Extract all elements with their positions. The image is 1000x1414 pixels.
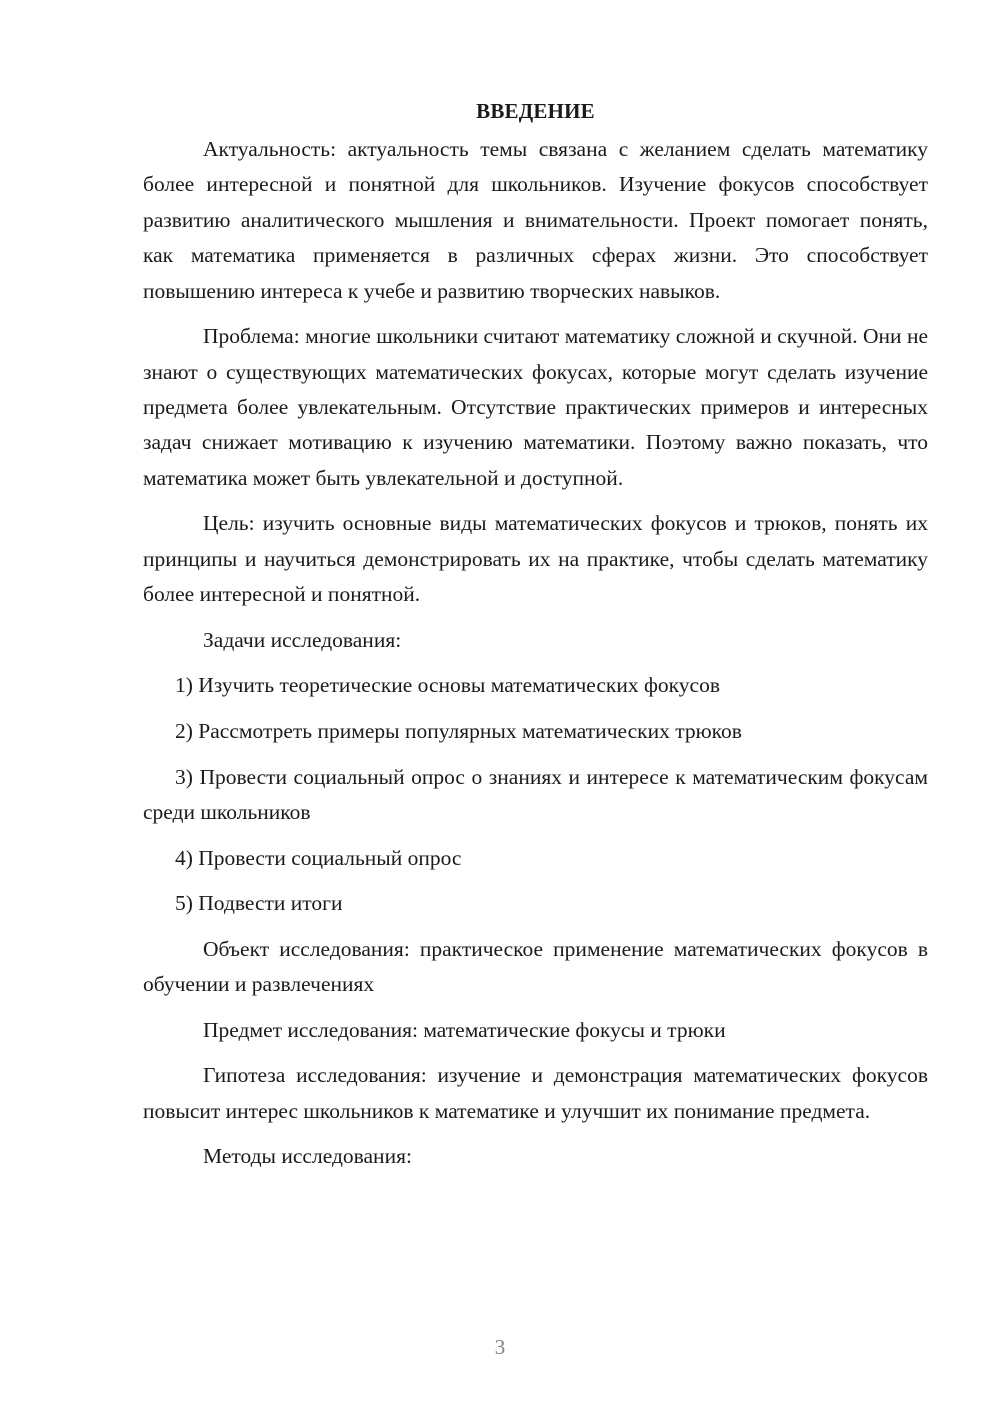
- relevance-paragraph: Актуальность: актуальность темы связана с желанием сделать математику более интересной и понятной для школьников. Изучение фокусов способствует развитию аналитического мышления и внимательности. Проект помогает понять, как математика применяется в различных сферах жизни. Это способствует повышению интереса к учебе и развитию творческих навыков.: [143, 137, 928, 303]
- task-item-3: 3) Провести социальный опрос о знаниях и интересе к математическим фокусам среди школьников: [143, 764, 928, 825]
- tasks-heading: Задачи исследования:: [203, 627, 402, 652]
- page-content: [143, 96, 928, 1175]
- goal-paragraph: Цель: изучить основные виды математических фокусов и трюков, понять их принципы и научиться демонстрировать их на практике, чтобы сделать математику более интересной и понятной.: [143, 511, 928, 607]
- section-heading: ВВЕДЕНИЕ: [476, 99, 595, 123]
- task-item-4: 4) Провести социальный опрос: [175, 845, 462, 870]
- page-number: 3: [494, 1335, 506, 1359]
- hypothesis-paragraph: Гипотеза исследования: изучение и демонстрация математических фокусов повысит интерес школьников к математике и улучшит их понимание предмета.: [143, 1063, 928, 1123]
- task-item-2: 2) Рассмотреть примеры популярных математических трюков: [175, 719, 742, 744]
- methods-heading: Методы исследования:: [203, 1144, 412, 1169]
- task-item-5: 5) Подвести итоги: [175, 891, 343, 916]
- object-paragraph: Объект исследования: практическое применение математических фокусов в обучении и развлечениях: [143, 936, 928, 997]
- task-item-1: 1) Изучить теоретические основы математических фокусов: [175, 673, 720, 698]
- subject-paragraph: Предмет исследования: математические фокусы и трюки: [203, 1017, 726, 1042]
- problem-paragraph: Проблема: многие школьники считают математику сложной и скучной. Они не знают о существующих математических фокусах, которые могут сделать изучение предмета более увлекательным. Отсутствие практических примеров и интересных задач снижает мотивацию к изучению математики. Поэтому важно показать, что математика может быть увлекательной и доступной.: [143, 324, 928, 490]
